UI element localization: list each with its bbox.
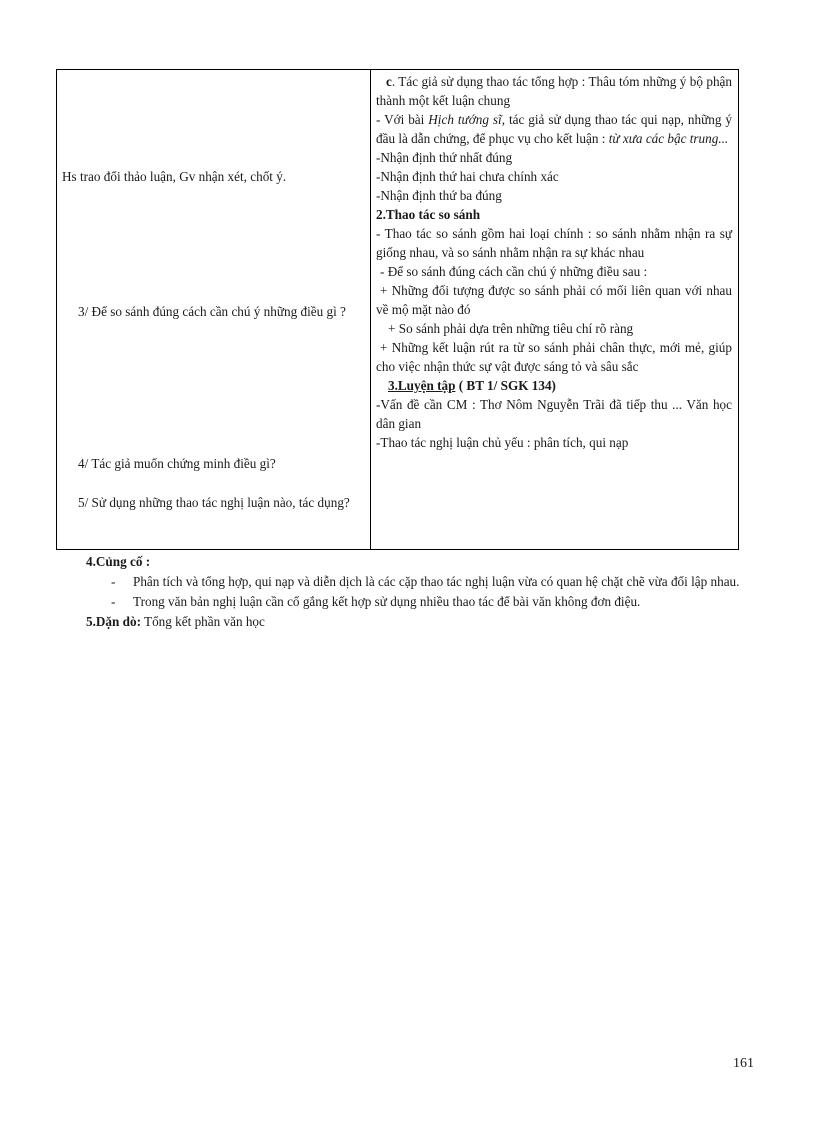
compare-definition: - Thao tác so sánh gồm hai loại chính : so sánh nhằm nhận ra sự giống nhau, và so sánh nhằm nhận ra sự khác nhau	[376, 226, 732, 260]
section-3-title	[376, 376, 732, 395]
requirement-3: + Những kết luận rút ra từ so sánh phải chân thực, mới mẻ, giúp cho việc nhận thức sự vật được sáng tỏ và sâu sắc	[376, 340, 732, 374]
homework-text: Tổng kết phần văn học	[140, 614, 265, 629]
point-c-text: . Tác giả sử dụng thao tác tổng hợp : Thâu tóm những ý bộ phận thành một kết luận chung	[376, 74, 732, 108]
bullet-dash: -	[111, 574, 116, 589]
hich-mid: , tác giả sử dụng thao tác qui nạp, những ý đầu là dẫn chứng, để phục vụ cho kết luận :	[376, 112, 732, 146]
hich-paragraph	[376, 110, 732, 148]
lesson-table	[56, 69, 739, 550]
consolidation-item	[86, 592, 766, 612]
judgement-1: -Nhận định thứ nhất đúng	[376, 150, 513, 165]
homework-heading: 5.Dặn dò:	[86, 614, 141, 629]
homework	[86, 612, 766, 632]
judgement-3: -Nhận định thứ ba đúng	[376, 188, 502, 203]
question-5: 5/ Sử dụng những thao tác nghị luận nào, tác dụng?	[78, 495, 350, 510]
point-c-label: c	[386, 74, 392, 89]
consolidation-item	[86, 572, 766, 592]
main-operations: -Thao tác nghị luận chủ yếu : phân tích, qui nạp	[376, 435, 629, 450]
section-3-ref: ( BT 1/ SGK 134)	[455, 378, 556, 393]
lesson-closing	[86, 552, 766, 632]
consolidation-item-text: Trong văn bản nghị luận cần cố gắng kết hợp sử dụng nhiều thao tác để bài văn không đơn điệu.	[133, 594, 641, 609]
compare-requirements: - Để so sánh đúng cách cần chú ý những điều sau :	[380, 264, 648, 279]
consolidation-item-text: Phân tích và tổng hợp, qui nạp và diễn dịch là các cặp thao tác nghị luận vừa có quan hệ chặt chẽ vừa đối lập nhau.	[133, 574, 740, 589]
teacher-activity-column	[57, 70, 370, 549]
page-number: 161	[733, 1056, 754, 1071]
discussion-note: Hs trao đổi thảo luận, Gv nhận xét, chốt ý.	[62, 169, 287, 184]
point-c	[376, 72, 732, 110]
question-3: 3/ Để so sánh đúng cách cần chú ý những điều gì ?	[78, 304, 346, 319]
section-2-title: 2.Thao tác so sánh	[376, 207, 481, 222]
requirement-1: + Những đối tượng được so sánh phải có mối liên quan với nhau về mộ mặt nào đó	[376, 283, 732, 317]
hich-quote: từ xưa các bậc trung...	[608, 131, 729, 146]
content-block	[376, 72, 732, 452]
problem-to-prove: -Vấn đề cần CM : Thơ Nôm Nguyễn Trãi đã tiếp thu ... Văn học dân gian	[376, 397, 732, 431]
requirement-2: + So sánh phải dựa trên những tiêu chí rõ ràng	[388, 321, 634, 336]
judgement-2: -Nhận định thứ hai chưa chính xác	[376, 169, 559, 184]
hich-pre: - Với bài	[376, 112, 429, 127]
section-3-label: 3.Luyện tập	[388, 378, 456, 393]
bullet-dash: -	[111, 594, 116, 609]
content-column	[371, 70, 739, 549]
hich-title: Hịch tướng sĩ	[428, 112, 502, 127]
consolidation-heading: 4.Củng cố :	[86, 554, 151, 569]
question-4: 4/ Tác giả muốn chứng minh điều gì?	[78, 456, 276, 471]
